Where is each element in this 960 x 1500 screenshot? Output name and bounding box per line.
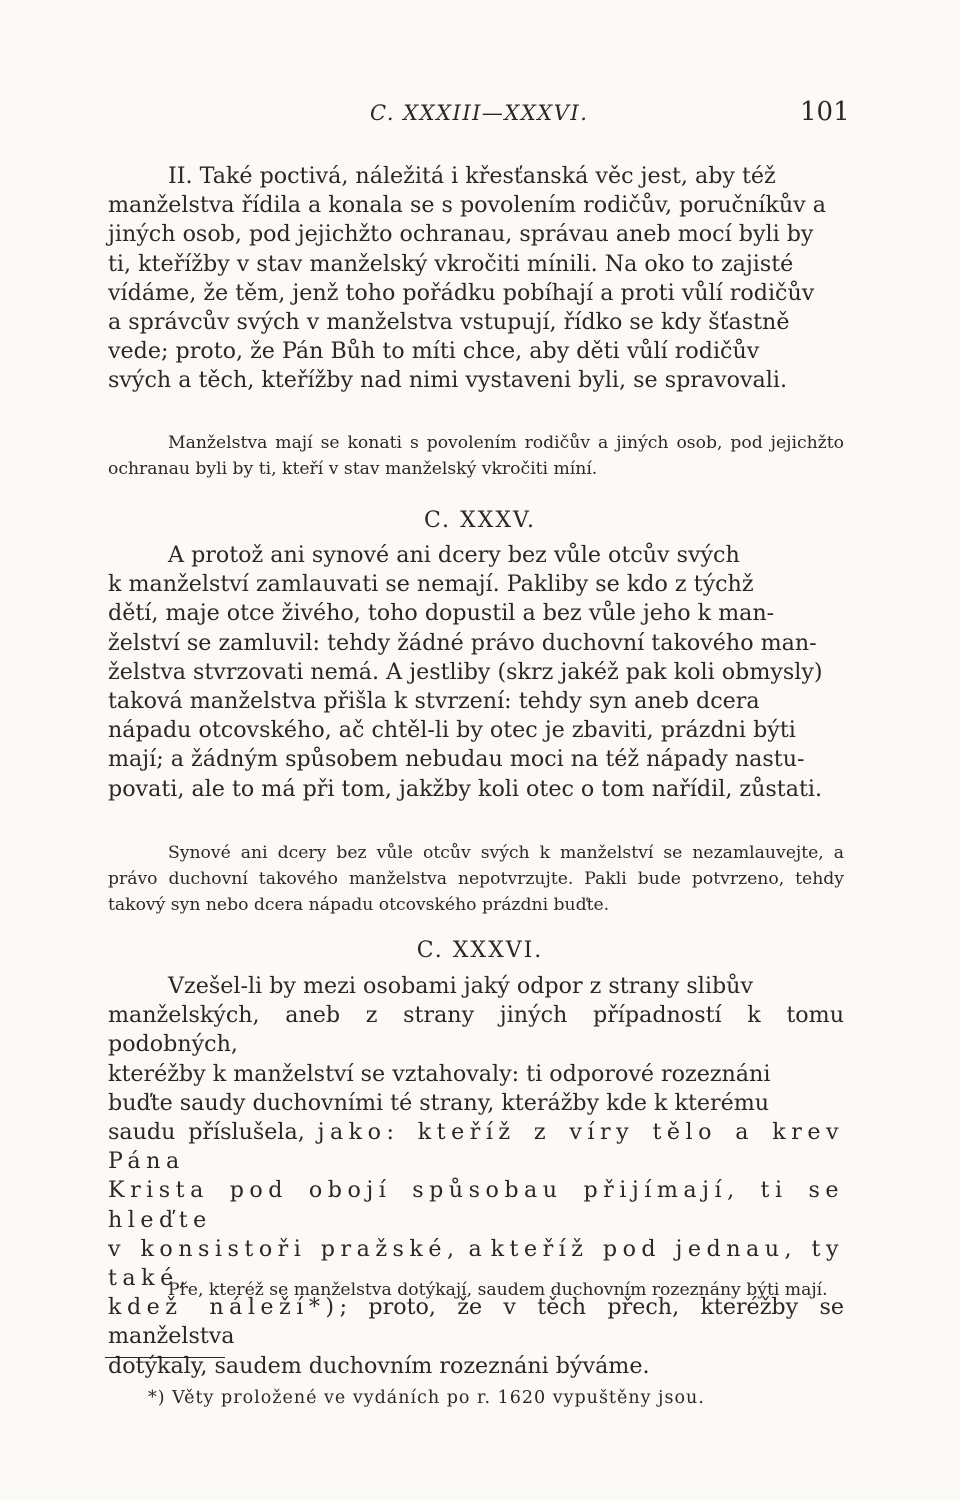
spaced-text: kdež náleží*) <box>108 1294 340 1321</box>
paragraph-section-35 <box>108 541 844 804</box>
marginal-note: Pře, kteréž se manželstva dotýkají, saudem duchovním rozeznány býti mají. <box>168 1280 828 1300</box>
text-line: vede; proto, že Pán Bůh to míti chce, aby děti vůlí rodičův <box>108 338 760 365</box>
text-line: Krista pod obojí spůsobau přijímají, ti se hleďte <box>108 1177 844 1233</box>
text-line: A protož ani synové ani dcery bez vůle otcův svých <box>168 542 740 568</box>
text-line: nápadu otcovského, ač chtěl-li by otec je zbaviti, prázdni býti <box>108 717 796 744</box>
text-fragment: a <box>459 1235 491 1262</box>
page-number: 101 <box>800 97 850 127</box>
footnote: *) Věty proložené ve vydáních po r. 1620 vypuštěny jsou. <box>148 1388 705 1408</box>
text-line: povati, ale to má při tom, jakžby koli otec o tom nařídil, zůstati. <box>108 775 823 802</box>
running-header: C. XXXIII—XXXVI. <box>370 101 589 125</box>
footnote-divider <box>105 1357 225 1358</box>
text-line: vídáme, že těm, jenž toho pořádku pobíhají a proti vůlí rodičův <box>108 279 815 306</box>
text-line: kteréžby k manželství se vztahovaly: ti odporové rozeznáni <box>108 1060 771 1087</box>
text-line: k manželství zamlauvati se nemají. Pakliby se kdo z týchž <box>108 571 754 598</box>
text-line: želstva stvrzovati nemá. A jestliby (skrz jakéž pak koli obmysly) <box>108 658 823 685</box>
marginal-note: Synové ani dcery bez vůle otcův svých k manželství se nezamlauvejte, a právo duchovní takového manželstva nepotvrzujte. Pakli bude potvrzeno, tehdy takový syn nebo dcera nápadu otcovského prázdni buďte. <box>108 843 844 915</box>
text-line: mají; a žádným spůsobem nebudau moci na též nápady nastu- <box>108 746 805 773</box>
text-line: buďte saudy duchovními té strany, kterážby kde k kterému <box>108 1089 770 1116</box>
spaced-text: kteříž pod jednau, ty také, <box>108 1235 844 1292</box>
text-line: želství se zamluvil: tehdy žádné právo duchovní takového man- <box>108 629 817 656</box>
text-line: manželstva řídila a konala se s povolením rodičův, poručníkův a <box>108 192 826 219</box>
text-line: II. Také poctivá, náležitá i křesťanská věc jest, aby též <box>168 163 776 189</box>
section-heading: C. XXXVI. <box>416 938 544 963</box>
paragraph-section-36 <box>108 972 844 1381</box>
text-line: Vzešel-li by mezi osobami jaký odpor z strany slibův <box>168 973 754 999</box>
marginal-note: Manželstva mají se konati s povolením rodičův a jiných osob, pod jejichžto ochranau byli by ti, kteří v stav manželský vkročiti míní. <box>108 433 844 479</box>
spaced-text: jako: kteříž z víry tělo a krev Pána <box>108 1119 844 1175</box>
text-line: jiných osob, pod jejichžto ochranau, správau aneb mocí byli by <box>108 221 814 248</box>
text-line: ti, kteřížby v stav manželský vkročiti mínili. Na oko to zajisté <box>108 250 794 277</box>
text-line: dotýkaly, saudem duchovním rozeznáni býváme. <box>108 1352 650 1379</box>
text-fragment: ; proto, že v těch přech, kteréžby se manželstva <box>108 1294 844 1350</box>
text-line: manželských, aneb z strany jiných případností k tomu podobných, <box>108 1002 844 1058</box>
text-line: dětí, maje otce živého, toho dopustil a bez vůle jeho k man- <box>108 600 775 627</box>
text-line: a správcův svých v manželstva vstupují, řídko se kdy šťastně <box>108 309 790 336</box>
spaced-text: v konsistoři pražské, <box>108 1235 460 1262</box>
text-line: svých a těch, kteřížby nad nimi vystaveni byli, se spravovali. <box>108 367 788 394</box>
text-fragment: saudu příslušela, <box>108 1119 318 1146</box>
section-heading: C. XXXV. <box>423 508 537 533</box>
text-line: taková manželstva přišla k stvrzení: tehdy syn aneb dcera <box>108 688 760 715</box>
paragraph-section-34 <box>108 162 844 396</box>
text-line <box>108 1118 844 1176</box>
